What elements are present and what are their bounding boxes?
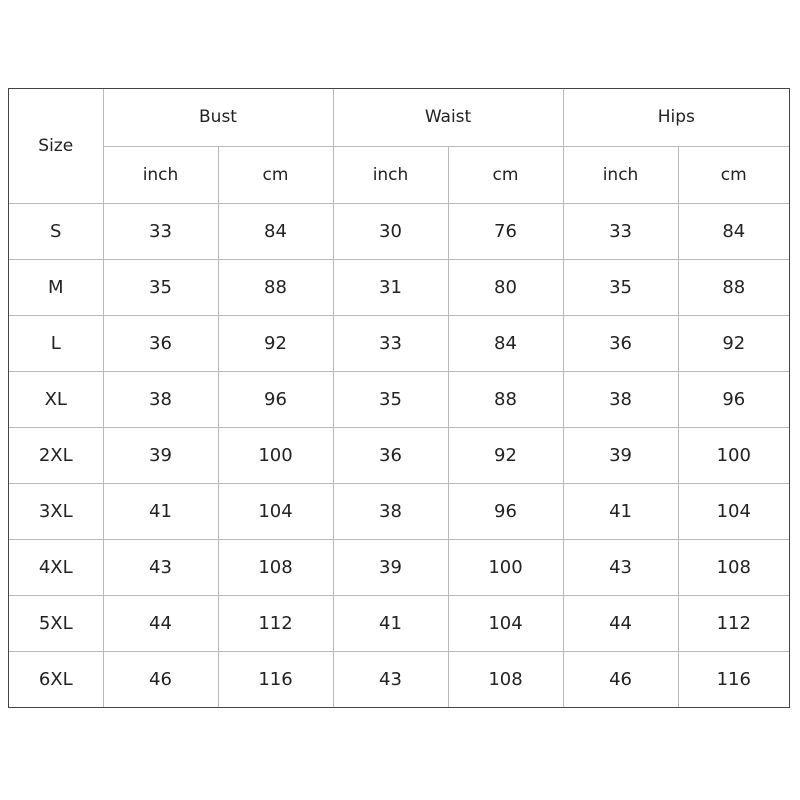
hips-inch-cell: 36 — [563, 315, 678, 371]
hips-cm-cell: 88 — [678, 259, 789, 315]
bust-cm-cell: 104 — [218, 483, 333, 539]
waist-inch-cell: 39 — [333, 539, 448, 595]
bust-cm-cell: 88 — [218, 259, 333, 315]
table-row — [9, 651, 789, 707]
header-row-groups — [9, 89, 789, 146]
waist-inch-cell: 36 — [333, 427, 448, 483]
waist-cm-cell: 104 — [448, 595, 563, 651]
bust-cm-cell: 92 — [218, 315, 333, 371]
waist-inch-cell: 38 — [333, 483, 448, 539]
waist-inch-cell: 30 — [333, 203, 448, 259]
bust-group-header: Bust — [103, 89, 333, 146]
bust-cm-cell: 84 — [218, 203, 333, 259]
hips-inch-header: inch — [563, 146, 678, 203]
waist-cm-cell: 92 — [448, 427, 563, 483]
table-row — [9, 595, 789, 651]
bust-cm-cell: 116 — [218, 651, 333, 707]
size-chart-table — [9, 89, 789, 707]
table-row — [9, 539, 789, 595]
hips-inch-cell: 35 — [563, 259, 678, 315]
bust-cm-cell: 100 — [218, 427, 333, 483]
hips-cm-cell: 116 — [678, 651, 789, 707]
table-row — [9, 203, 789, 259]
table-row — [9, 427, 789, 483]
bust-inch-cell: 36 — [103, 315, 218, 371]
table-row — [9, 371, 789, 427]
waist-cm-cell: 80 — [448, 259, 563, 315]
hips-cm-cell: 92 — [678, 315, 789, 371]
hips-inch-cell: 46 — [563, 651, 678, 707]
table-row — [9, 259, 789, 315]
hips-inch-cell: 41 — [563, 483, 678, 539]
bust-cm-cell: 112 — [218, 595, 333, 651]
bust-inch-cell: 35 — [103, 259, 218, 315]
waist-cm-cell: 100 — [448, 539, 563, 595]
waist-cm-cell: 96 — [448, 483, 563, 539]
bust-inch-cell: 43 — [103, 539, 218, 595]
waist-inch-cell: 43 — [333, 651, 448, 707]
hips-inch-cell: 38 — [563, 371, 678, 427]
hips-cm-cell: 112 — [678, 595, 789, 651]
hips-inch-cell: 43 — [563, 539, 678, 595]
size-cell: S — [9, 203, 103, 259]
waist-inch-cell: 35 — [333, 371, 448, 427]
bust-inch-cell: 39 — [103, 427, 218, 483]
waist-inch-cell: 41 — [333, 595, 448, 651]
waist-cm-cell: 84 — [448, 315, 563, 371]
waist-cm-cell: 108 — [448, 651, 563, 707]
hips-cm-cell: 96 — [678, 371, 789, 427]
table-row — [9, 483, 789, 539]
hips-group-header: Hips — [563, 89, 789, 146]
bust-inch-cell: 33 — [103, 203, 218, 259]
size-cell: M — [9, 259, 103, 315]
bust-inch-cell: 38 — [103, 371, 218, 427]
bust-inch-cell: 41 — [103, 483, 218, 539]
waist-inch-cell: 33 — [333, 315, 448, 371]
table-row — [9, 315, 789, 371]
bust-inch-header: inch — [103, 146, 218, 203]
size-table-body — [9, 203, 789, 707]
waist-group-header: Waist — [333, 89, 563, 146]
size-cell: 4XL — [9, 539, 103, 595]
hips-cm-cell: 104 — [678, 483, 789, 539]
hips-cm-cell: 100 — [678, 427, 789, 483]
bust-cm-cell: 96 — [218, 371, 333, 427]
bust-cm-header: cm — [218, 146, 333, 203]
size-cell: L — [9, 315, 103, 371]
hips-cm-cell: 108 — [678, 539, 789, 595]
waist-cm-header: cm — [448, 146, 563, 203]
waist-inch-cell: 31 — [333, 259, 448, 315]
hips-inch-cell: 44 — [563, 595, 678, 651]
size-column-header: Size — [9, 89, 103, 203]
waist-cm-cell: 76 — [448, 203, 563, 259]
size-cell: 6XL — [9, 651, 103, 707]
bust-cm-cell: 108 — [218, 539, 333, 595]
size-chart-frame — [8, 88, 790, 708]
waist-inch-header: inch — [333, 146, 448, 203]
size-cell: 2XL — [9, 427, 103, 483]
hips-inch-cell: 39 — [563, 427, 678, 483]
bust-inch-cell: 46 — [103, 651, 218, 707]
header-row-units — [9, 146, 789, 203]
hips-inch-cell: 33 — [563, 203, 678, 259]
bust-inch-cell: 44 — [103, 595, 218, 651]
size-cell: 5XL — [9, 595, 103, 651]
waist-cm-cell: 88 — [448, 371, 563, 427]
size-cell: 3XL — [9, 483, 103, 539]
hips-cm-cell: 84 — [678, 203, 789, 259]
hips-cm-header: cm — [678, 146, 789, 203]
size-cell: XL — [9, 371, 103, 427]
